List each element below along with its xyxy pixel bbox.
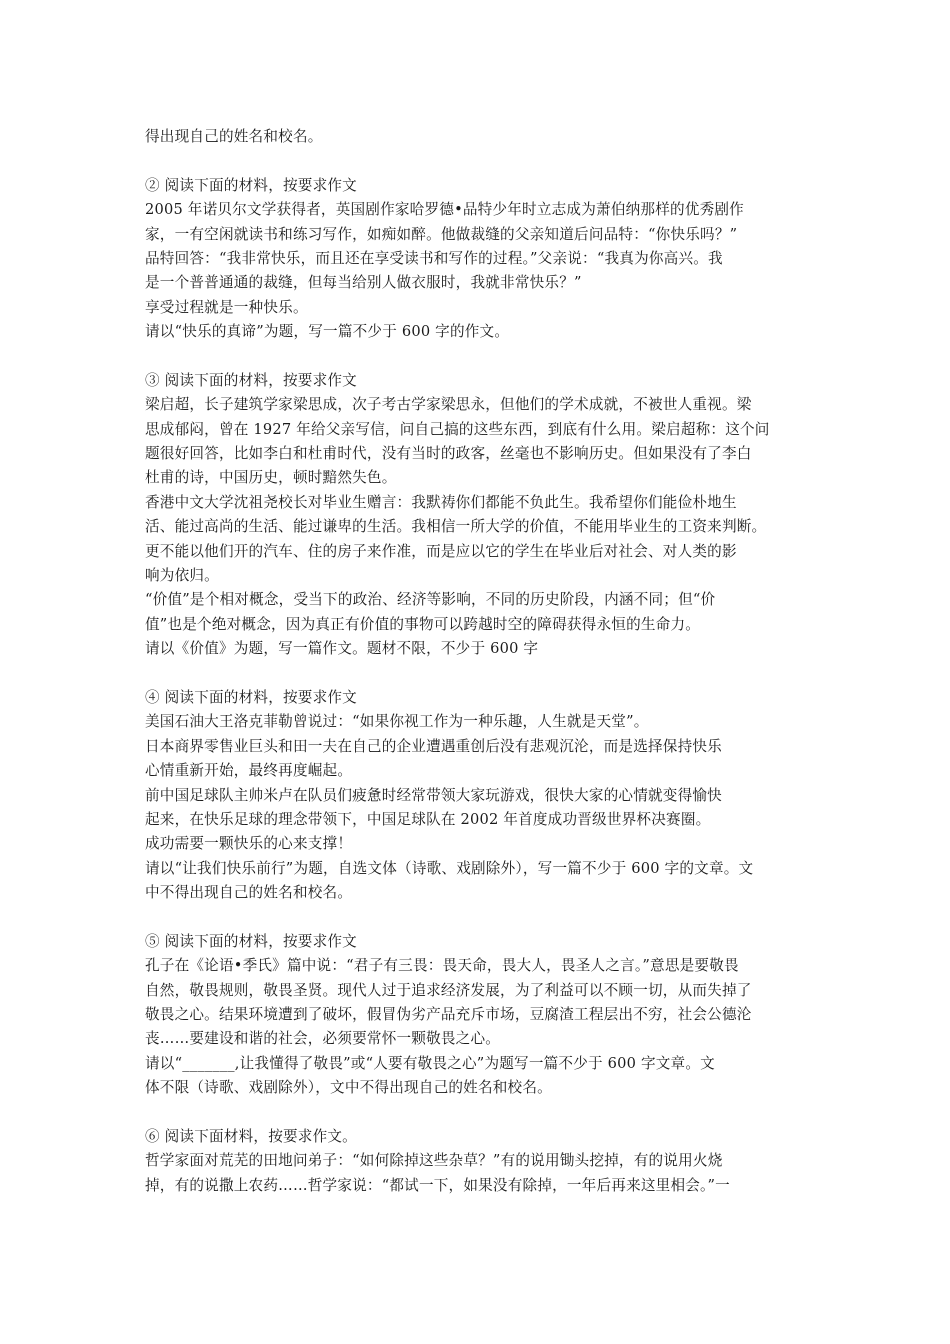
essay-prompt-5 <box>145 930 810 1101</box>
text-line: 杜甫的诗，中国历史，顿时黯然失色。 <box>145 469 397 487</box>
text-line: 梁启超，长子建筑学家梁思成，次子考古学家梁思永，但他们的学术成就，不被世人重视。梁 <box>145 396 752 414</box>
paragraph-spacer <box>145 662 810 686</box>
text-line: 享受过程就是一种快乐。 <box>145 298 308 316</box>
text-line: 美国石油大王洛克菲勒曾说过：“如果你视工作为一种乐趣，人生就是天堂”。 <box>145 713 649 731</box>
essay-prompt-2 <box>145 174 810 345</box>
paragraph-spacer <box>145 149 810 173</box>
text-line: 中不得出现自己的姓名和校名。 <box>145 884 353 902</box>
document-body <box>145 125 810 1198</box>
text-line: 丧……要建设和谐的社会，必须要常怀一颗敬畏之心。 <box>145 1030 501 1048</box>
section-heading: ⑥ 阅读下面材料，按要求作文。 <box>145 1128 357 1146</box>
text-line: 孔子在《论语•季氏》篇中说：“君子有三畏：畏天命，畏大人，畏圣人之言。”意思是要敬畏 <box>145 957 739 975</box>
essay-prompt-4 <box>145 686 810 906</box>
text-line: 思成郁闷，曾在 1927 年给父亲写信，问自己搞的这些东西，到底有什么用。梁启超称：这个问 <box>145 420 770 438</box>
text-line: 活、能过高尚的生活、能过谦卑的生活。我相信一所大学的价值，不能用毕业生的工资来判断。 <box>145 518 767 536</box>
text-line: 品特回答：“我非常快乐，而且还在享受读书和写作的过程。”父亲说：“我真为你高兴。我 <box>145 249 723 267</box>
text-line: 起来，在快乐足球的理念带领下，中国足球队在 2002 年首度成功晋级世界杯决赛圈。 <box>145 810 711 828</box>
essay-prompt-6 <box>145 1125 810 1198</box>
intro-line: 得出现自己的姓名和校名。 <box>145 128 323 145</box>
text-line: 请以“快乐的真谛”为题，写一篇不少于 600 字的作文。 <box>145 323 510 341</box>
section-heading: ④ 阅读下面的材料，按要求作文 <box>145 688 357 706</box>
text-line: 响为依归。 <box>145 567 219 585</box>
text-line: 体不限（诗歌、戏剧除外），文中不得出现自己的姓名和校名。 <box>145 1079 552 1097</box>
essay-prompt-3 <box>145 369 810 662</box>
text-line: 敬畏之心。结果环境遭到了破坏，假冒伪劣产品充斥市场，豆腐渣工程层出不穷，社会公德沦 <box>145 1006 752 1024</box>
text-line: 心情重新开始，最终再度崛起。 <box>145 762 353 780</box>
section-heading: ② 阅读下面的材料，按要求作文 <box>145 176 357 194</box>
text-line: 成功需要一颗快乐的心来支撑！ <box>145 835 353 853</box>
text-line: 请以“_______,让我懂得了敬畏”或“人要有敬畏之心”为题写一篇不少于 600 字文章。文 <box>145 1054 715 1072</box>
text-line: 更不能以他们开的汽车、住的房子来作准，而是应以它的学生在毕业后对社会、对人类的影 <box>145 542 737 560</box>
text-line: 前中国足球队主帅米卢在队员们疲惫时经常带领大家玩游戏，很快大家的心情就变得愉快 <box>145 786 722 804</box>
paragraph-spacer <box>145 1101 810 1125</box>
text-line: 值”也是个绝对概念，因为真正有价值的事物可以跨越时空的障碍获得永恒的生命力。 <box>145 615 701 633</box>
text-line: 掉，有的说撒上农药……哲学家说：“都试一下，如果没有除掉，一年后再来这里相会。”一 <box>145 1176 730 1194</box>
text-line: 自然，敬畏规则，敬畏圣贤。现代人过于追求经济发展，为了利益可以不顾一切，从而失掉了 <box>145 981 752 999</box>
text-line: 题很好回答，比如李白和杜甫时代，没有当时的政客，丝毫也不影响历史。但如果没有了李白 <box>145 445 752 463</box>
text-line: 是一个普普通通的裁缝，但每当给别人做衣服时，我就非常快乐？” <box>145 274 582 292</box>
paragraph-spacer <box>145 345 810 369</box>
text-line: 日本商界零售业巨头和田一夫在自己的企业遭遇重创后没有悲观沉沦，而是选择保持快乐 <box>145 737 722 755</box>
section-heading: ③ 阅读下面的材料，按要求作文 <box>145 371 357 389</box>
text-line: 请以《价值》为题，写一篇作文。题材不限，不少于 600 字 <box>145 640 539 658</box>
paragraph-spacer <box>145 906 810 930</box>
text-line: 家，一有空闲就读书和练习写作，如痴如醉。他做裁缝的父亲知道后问品特：“你快乐吗？” <box>145 225 738 243</box>
text-line: 香港中文大学沈祖尧校长对毕业生赠言：我默祷你们都能不负此生。我希望你们能俭朴地生 <box>145 493 737 511</box>
section-heading: ⑤ 阅读下面的材料，按要求作文 <box>145 932 357 950</box>
text-line: 请以“让我们快乐前行”为题，自选文体（诗歌、戏剧除外），写一篇不少于 600 字的文章。文 <box>145 859 754 877</box>
text-line: 2005 年诺贝尔文学获得者，英国剧作家哈罗德•品特少年时立志成为萧伯纳那样的优秀剧作 <box>145 201 744 219</box>
text-line: “价值”是个相对概念，受当下的政治、经济等影响，不同的历史阶段，内涵不同；但“价 <box>145 591 716 609</box>
text-line: 哲学家面对荒芜的田地问弟子：“如何除掉这些杂草？”有的说用锄头挖掉，有的说用火烧 <box>145 1152 723 1170</box>
